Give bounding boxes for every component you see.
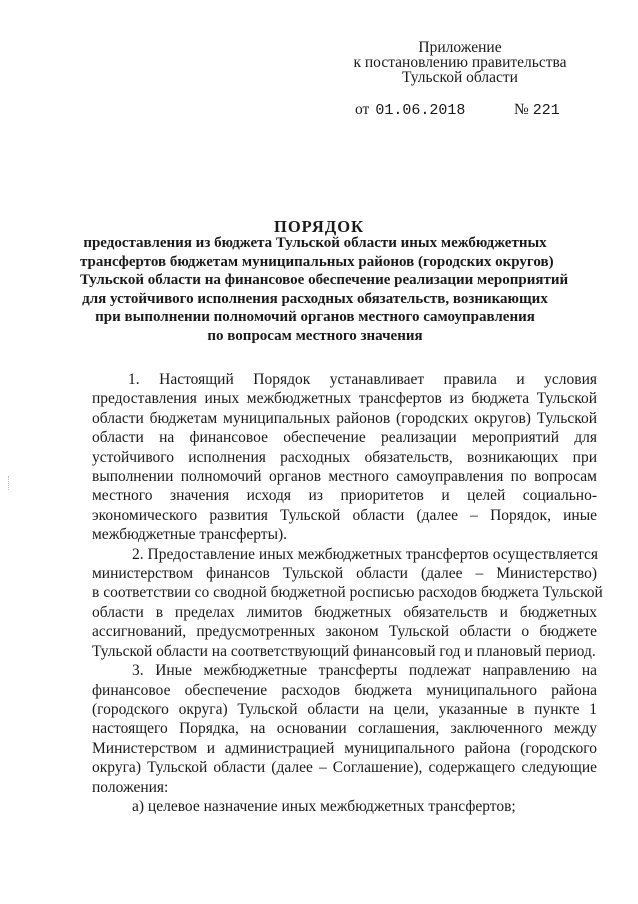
date-prefix: от bbox=[355, 101, 370, 118]
paragraph-line: настоящего Порядка, на основании соглашения, заключенного между bbox=[92, 720, 597, 738]
paragraph-line: межбюджетные трансферты). bbox=[92, 526, 288, 544]
appendix-line-3: Тульской области bbox=[402, 69, 518, 86]
paragraph-1 bbox=[92, 370, 597, 545]
paragraph-3 bbox=[92, 661, 597, 797]
paragraph-line: области на финансовое обеспечение реализации мероприятий для bbox=[92, 429, 597, 447]
paragraph-line: Тульской области на соответствующий финансовый год и плановый период. bbox=[92, 642, 596, 660]
decree-number bbox=[514, 101, 560, 119]
subtitle-line: трансфертов бюджетам муниципальных районов (городских округов) bbox=[80, 253, 554, 270]
paragraph-line: министерством финансов Тульской области (далее – Министерство) bbox=[92, 565, 597, 583]
paragraph-line: предоставления иных межбюджетных трансфертов из бюджета Тульской bbox=[92, 390, 597, 408]
paragraph-line: местного значения исходя из приоритетов и целей социально- bbox=[92, 487, 597, 505]
list-item-a bbox=[92, 797, 597, 816]
document-title: ПОРЯДОК bbox=[274, 217, 364, 236]
paragraph-line: а) целевое назначение иных межбюджетных трансфертов; bbox=[132, 797, 516, 815]
paragraph-line: экономического развития Тульской области (далее – Порядок, иные bbox=[92, 506, 597, 524]
paragraph-line: устойчивого исполнения расходных обязательств, возникающих при bbox=[92, 448, 597, 466]
paragraph-line: 1. Настоящий Порядок устанавливает правила и условия bbox=[128, 371, 597, 388]
number-prefix: № bbox=[514, 101, 529, 118]
subtitle-line: предоставления из бюджета Тульской области иных межбюджетных bbox=[83, 235, 547, 251]
subtitle-line: при выполнении полномочий органов местного самоуправления bbox=[95, 309, 535, 326]
number-value: 221 bbox=[532, 102, 560, 119]
document-subtitle bbox=[80, 234, 569, 346]
paragraph-line: выполнении полномочий органов местного самоуправления по вопросам bbox=[92, 468, 597, 486]
subtitle-line: Тульской области на финансовое обеспечение реализации мероприятий bbox=[80, 272, 569, 289]
decree-date bbox=[355, 101, 465, 119]
paragraph-line: финансовое обеспечение расходов бюджета муниципального района bbox=[92, 681, 597, 699]
paragraph-line: положения: bbox=[92, 778, 169, 796]
subtitle-line: по вопросам местного значения bbox=[207, 327, 423, 344]
appendix-line-2: к постановлению правительства bbox=[353, 54, 567, 71]
document-body bbox=[92, 370, 603, 816]
subtitle-line: для устойчивого исполнения расходных обязательств, возникающих bbox=[82, 290, 548, 307]
date-value: 01.06.2018 bbox=[375, 102, 466, 119]
paragraph-line: области в пределах лимитов бюджетных обязательств и бюджетных bbox=[92, 603, 597, 621]
paragraph-line: округа) Тульской области (далее – Соглашение), содержащего следующие bbox=[92, 759, 597, 777]
paragraph-line: 3. Иные межбюджетные трансферты подлежат направлению на bbox=[132, 662, 597, 680]
paragraph-line: 2. Предоставление иных межбюджетных трансфертов осуществляется bbox=[132, 545, 598, 563]
paragraph-2 bbox=[92, 545, 603, 661]
paragraph-line: Министерством и администрацией муниципального района (городского bbox=[92, 739, 597, 757]
paragraph-line: в соответствии со сводной бюджетной росписью расходов бюджета Тульской bbox=[92, 584, 603, 602]
paragraph-line: ассигнований, предусмотренных законом Тульской области о бюджете bbox=[92, 623, 597, 641]
paragraph-line: области бюджетам муниципальных районов (городских округов) Тульской bbox=[92, 409, 597, 427]
appendix-header bbox=[340, 40, 580, 85]
paragraph-line: (городского округа) Тульской области на цели, указанные в пункте 1 bbox=[92, 700, 597, 718]
margin-mark bbox=[8, 476, 12, 490]
appendix-line-1: Приложение bbox=[418, 39, 502, 56]
